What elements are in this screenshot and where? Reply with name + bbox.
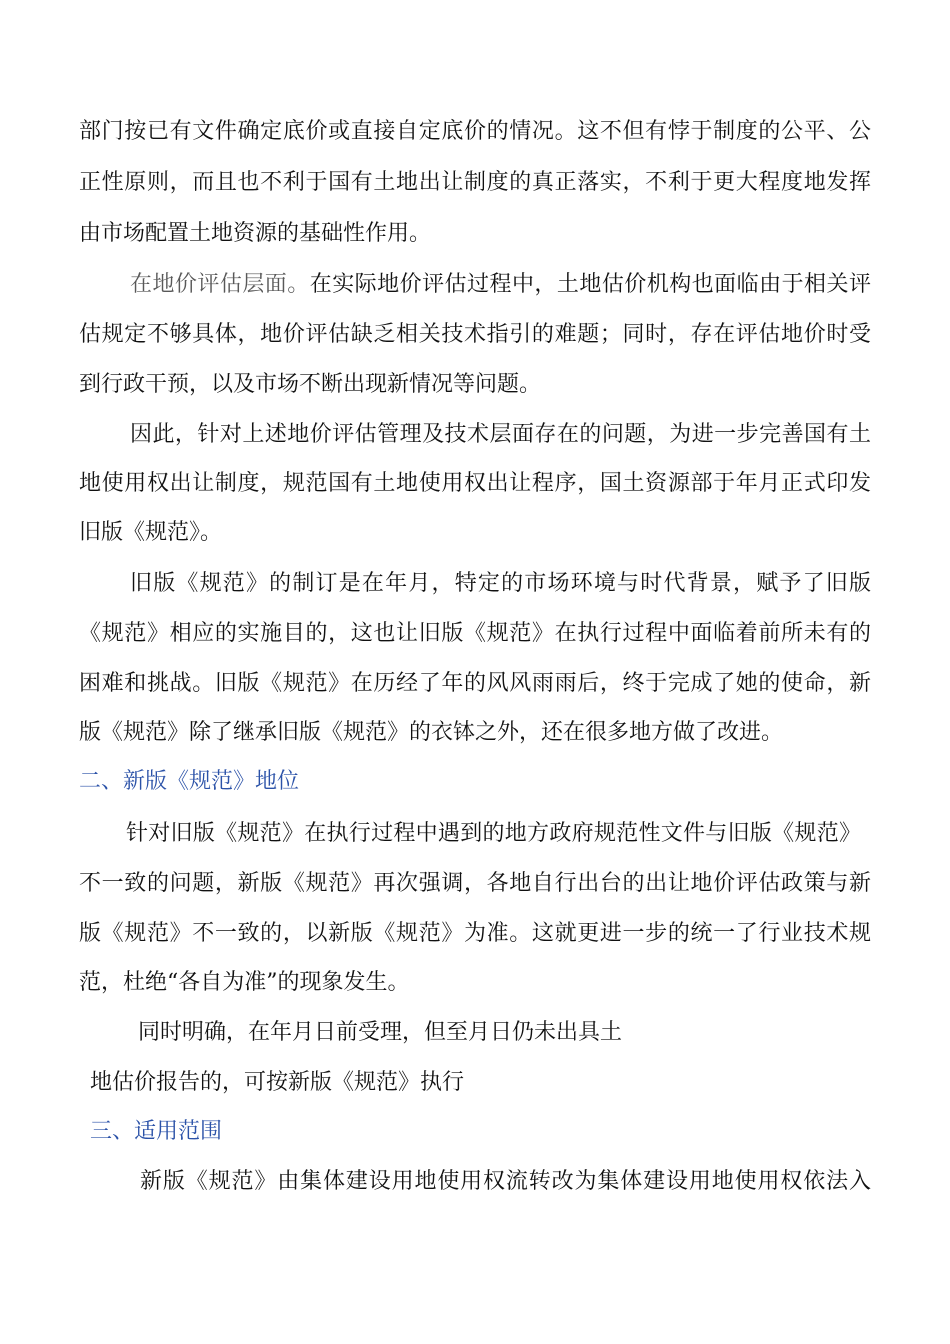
- paragraph-line: 新版《规范》由集体建设用地使用权流转改为集体建设用地使用权依法入: [140, 1169, 871, 1194]
- paragraph-line: 困难和挑战。旧版《规范》在历经了年的风风雨雨后，终于完成了她的使命，新: [79, 671, 871, 696]
- paragraph-line: 范，杜绝“各自为准”的现象发生。: [79, 970, 410, 995]
- paragraph-line: 估规定不够具体，地价评估缺乏相关技术指引的难题；同时，存在评估地价时受: [79, 322, 871, 347]
- section-heading: 二、新版《规范》地位: [79, 769, 300, 794]
- paragraph-line: 部门按已有文件确定底价或直接自定底价的情况。这不但有悖于制度的公平、公: [79, 119, 871, 144]
- paragraph-line: 到行政干预，以及市场不断出现新情况等问题。: [79, 372, 542, 397]
- paragraph-line: 因此，针对上述地价评估管理及技术层面存在的问题，为进一步完善国有土: [130, 422, 871, 447]
- paragraph-line: 版《规范》不一致的，以新版《规范》为准。这就更进一步的统一了行业技术规: [79, 921, 871, 946]
- paragraph-lead-phrase: 在地价评估层面。: [130, 272, 310, 297]
- paragraph-line: 地使用权出让制度，规范国有土地使用权出让程序，国土资源部于年月正式印发: [79, 471, 871, 496]
- paragraph-line: 正性原则，而且也不利于国有土地出让制度的真正落实，不利于更大程度地发挥: [79, 170, 871, 195]
- paragraph-line: 由市场配置土地资源的基础性作用。: [79, 221, 432, 246]
- paragraph-line: 版《规范》除了继承旧版《规范》的衣钵之外，还在很多地方做了改进。: [79, 720, 784, 745]
- paragraph-line: 针对旧版《规范》在执行过程中遇到的地方政府规范性文件与旧版《规范》: [126, 821, 861, 846]
- section-heading: 三、适用范围: [90, 1119, 223, 1144]
- paragraph-line: 地估价报告的，可按新版《规范》执行: [90, 1070, 465, 1095]
- paragraph-line: 《规范》相应的实施目的，这也让旧版《规范》在执行过程中面临着前所未有的: [79, 621, 871, 646]
- paragraph-line: 不一致的问题，新版《规范》再次强调，各地自行出台的出让地价评估政策与新: [79, 871, 871, 896]
- paragraph-line: 旧版《规范》的制订是在年月，特定的市场环境与时代背景，赋予了旧版: [130, 571, 871, 596]
- paragraph-line: 旧版《规范》。: [79, 520, 223, 545]
- paragraph-line: 同时明确，在年月日前受理，但至月日仍未出具土: [138, 1020, 623, 1045]
- paragraph-line-rest: 在实际地价评估过程中，土地估价机构也面临由于相关评: [309, 272, 871, 297]
- paragraph-line: [130, 270, 871, 300]
